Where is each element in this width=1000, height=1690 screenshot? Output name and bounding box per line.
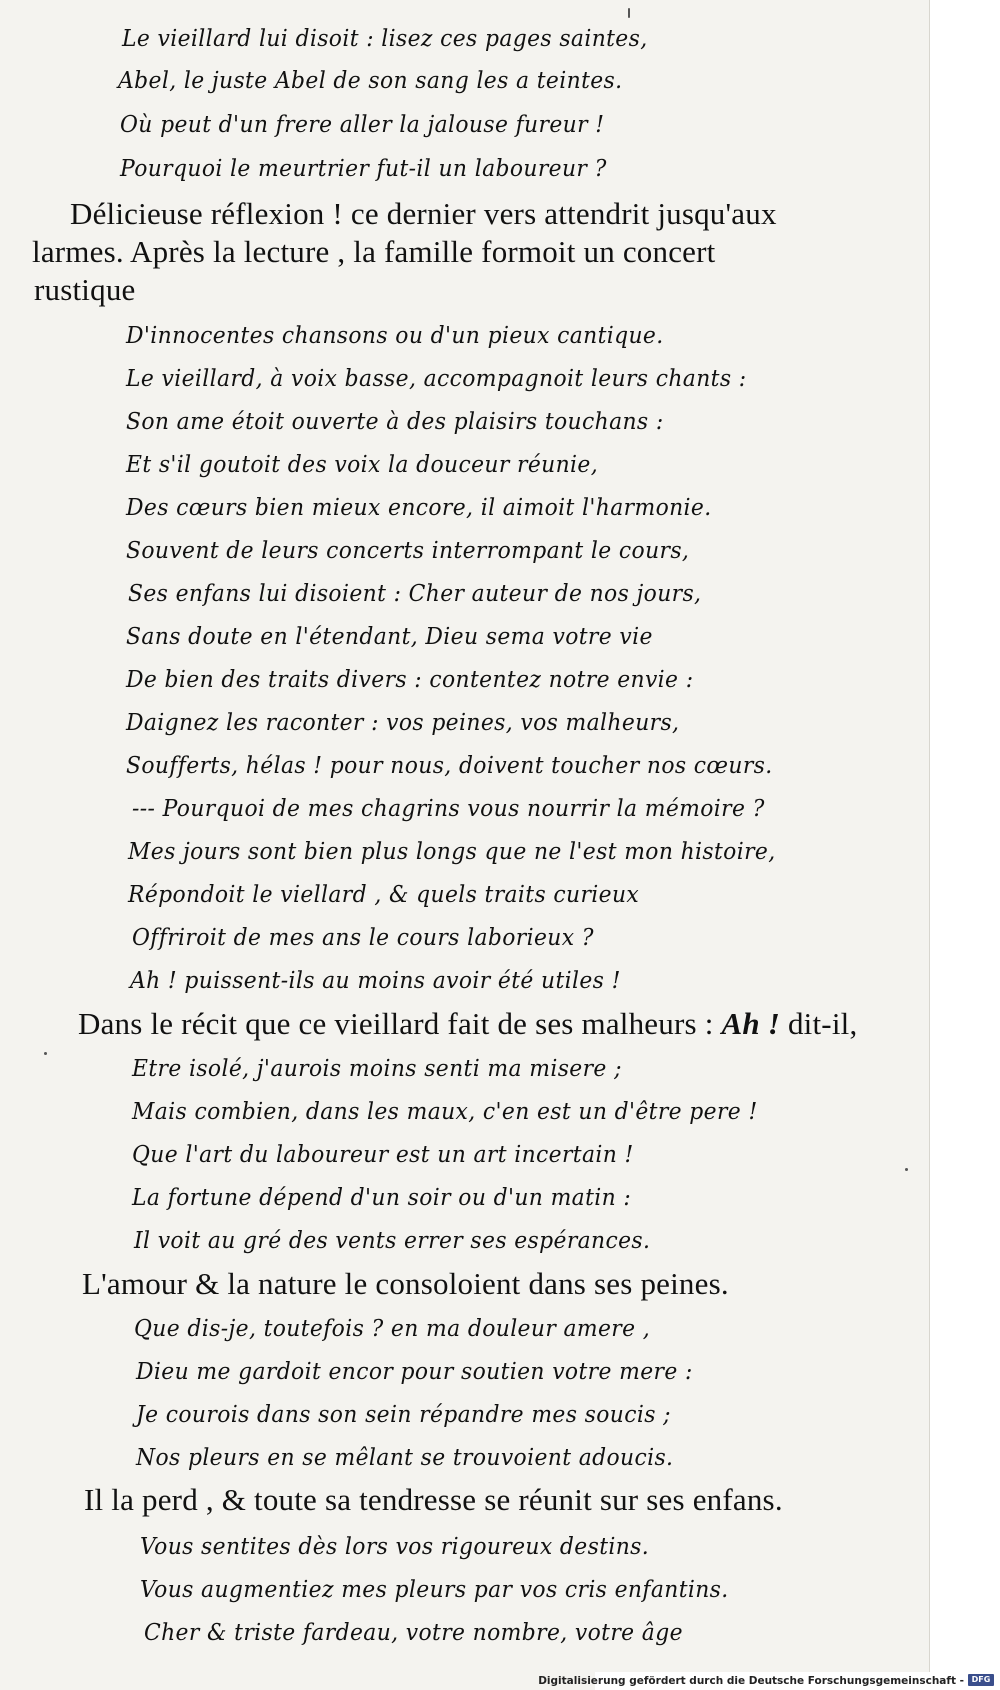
verse-line: Ses enfans lui disoient : Cher auteur de nos jours, — [128, 581, 702, 607]
ink-speck — [44, 1052, 47, 1055]
ink-speck — [628, 8, 630, 18]
verse-line: Pourquoi le meurtrier fut-il un laboureur ? — [120, 156, 607, 182]
verse-line: La fortune dépend d'un soir ou d'un matin : — [132, 1185, 632, 1211]
verse-line: Que l'art du laboureur est un art incertain ! — [132, 1142, 634, 1168]
verse-line: De bien des traits divers : contentez notre envie : — [126, 667, 694, 693]
verse-line: Daignez les raconter : vos peines, vos malheurs, — [126, 710, 680, 736]
prose-line: Il la perd , & toute sa tendresse se réunit sur ses enfans. — [84, 1482, 783, 1517]
verse-line: Où peut d'un frere aller la jalouse fureur ! — [120, 112, 605, 138]
verse-line: --- Pourquoi de mes chagrins vous nourrir la mémoire ? — [132, 796, 765, 822]
dfg-logo: DFG — [968, 1674, 994, 1686]
prose-text: Dans le récit que ce vieillard fait de ses malheurs : — [78, 1006, 714, 1041]
verse-line: Le vieillard, à voix basse, accompagnoit leurs chants : — [126, 366, 747, 392]
verse-line: Nos pleurs en se mêlant se trouvoient adoucis. — [136, 1445, 674, 1471]
verse-line: Le vieillard lui disoit : lisez ces pages saintes, — [122, 26, 648, 52]
prose-line: rustique — [34, 272, 136, 307]
verse-line: Dieu me gardoit encor pour soutien votre mere : — [136, 1359, 693, 1385]
prose-line: Délicieuse réflexion ! ce dernier vers attendrit jusqu'aux — [70, 196, 777, 231]
verse-line: Ah ! puissent-ils au moins avoir été utiles ! — [130, 968, 621, 994]
prose-line: larmes. Après la lecture , la famille formoit un concert — [32, 234, 716, 269]
ink-speck — [905, 1168, 908, 1171]
verse-line: Répondoit le viellard , & quels traits curieux — [128, 882, 640, 908]
verse-line: D'innocentes chansons ou d'un pieux cantique. — [126, 323, 664, 349]
verse-line: Souvent de leurs concerts interrompant le cours, — [126, 538, 690, 564]
scan-margin — [930, 0, 1000, 1690]
verse-line: Abel, le juste Abel de son sang les a teintes. — [118, 68, 623, 94]
verse-line: Mes jours sont bien plus longs que ne l'est mon histoire, — [128, 839, 776, 865]
prose-text: dit-il, — [787, 1006, 858, 1041]
prose-interjection: Ah ! — [721, 1006, 781, 1041]
verse-line: Que dis-je, toutefois ? en ma douleur amere , — [134, 1316, 651, 1342]
verse-line: Sans doute en l'étendant, Dieu sema votre vie — [126, 624, 653, 650]
verse-line: Mais combien, dans les maux, c'en est un d'être pere ! — [132, 1099, 758, 1125]
verse-line: Vous augmentiez mes pleurs par vos cris enfantins. — [140, 1577, 729, 1603]
verse-line: Vous sentites dès lors vos rigoureux destins. — [140, 1534, 650, 1560]
verse-line: Et s'il goutoit des voix la douceur réunie, — [126, 452, 599, 478]
verse-line: Son ame étoit ouverte à des plaisirs touchans : — [126, 409, 664, 435]
verse-line: Je courois dans son sein répandre mes soucis ; — [136, 1402, 671, 1428]
verse-line: Il voit au gré des vents errer ses espérances. — [134, 1228, 651, 1254]
digitization-credit: Digitalisierung gefördert durch die Deutsche Forschungsgemeinschaft - — [538, 1675, 964, 1687]
verse-line: Des cœurs bien mieux encore, il aimoit l'harmonie. — [126, 495, 712, 521]
verse-line: Cher & triste fardeau, votre nombre, votre âge — [144, 1620, 683, 1646]
verse-line: Etre isolé, j'aurois moins senti ma misere ; — [132, 1056, 622, 1082]
verse-line: Soufferts, hélas ! pour nous, doivent toucher nos cœurs. — [126, 753, 773, 779]
prose-line — [78, 1008, 857, 1039]
prose-line: L'amour & la nature le consoloient dans ses peines. — [82, 1266, 729, 1301]
verse-line: Offriroit de mes ans le cours laborieux ? — [132, 925, 594, 951]
